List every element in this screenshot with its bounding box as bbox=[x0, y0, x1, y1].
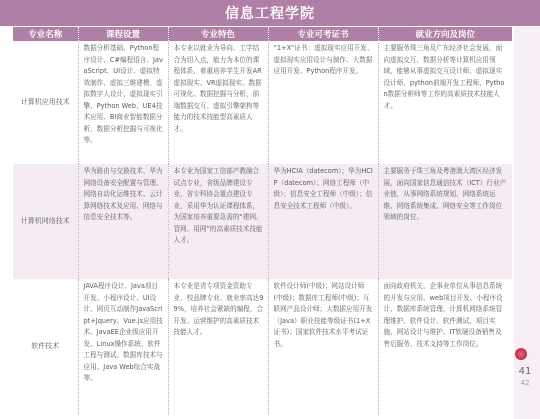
jobs-cell: 主要服务于珠三角及粤港澳大湾区经济发展，面向国家信息通信技术（ICT）行业产业链，从事网络系统规划、网络系统运维、网络系统集成、网络安全等工作岗位领域的岗位。 bbox=[378, 164, 512, 279]
table-header-row bbox=[13, 27, 512, 41]
major-table bbox=[13, 27, 512, 415]
table-row bbox=[13, 164, 512, 279]
features-cell: 本专业是省专项资金资助专业、校品牌专业、就业率高达99%，培养社会紧缺的编程、合开发、运营维护的高素质技术技能人才。 bbox=[168, 279, 268, 415]
jobs-cell: 主要服务珠三角及广东经济社会发展，面向虚拟交互、数据分析等计算机应用领域，能够从事虚拟交互设计师、虚拟现实设计师，python前端开发工程师、Python数据分析师等工作的高素质技术技能人才。 bbox=[378, 41, 512, 164]
features-cell: 本专业以就业为导向、工学结合为切入点，能力为本位的课程体系，着重培养学生开发AR虚拟现实、VR虚拟现实、数据可视化、数据挖掘与分析，前端数据交互、虚拟引擎架构等能力的技术技能型高素质人才。 bbox=[168, 41, 268, 164]
major-name-cell: 软件技术 bbox=[13, 279, 78, 415]
courses-cell: 华为路由与交换技术、华为网络设备安全配置与管理、网络自动化运维技术、云计算网络技术及应用、网络与信息安全技术等。 bbox=[78, 164, 168, 279]
certificates-cell: 华为HCIA（datecom）；华为HCIP（datecom）；网络工程师（中级）；信息安全工程师（中级）；信息安全技术工程师（中级）。 bbox=[268, 164, 378, 279]
page-title: 信息工程学院 bbox=[225, 6, 315, 22]
column-header-major-name: 专业名称 bbox=[13, 27, 78, 41]
table-row bbox=[13, 41, 512, 164]
table-row bbox=[13, 279, 512, 415]
red-flower-emblem-icon bbox=[515, 348, 527, 360]
courses-cell: JAVA程序设计、Java项目开发、小程序设计、UI设计、网页互动制作JavaScript+Jquery、Vue.js应用技术、JavaEE企业级应用开发、Linux操作系统、软件工程与测试、数据库技术与应用、Java Web综合实战等。 bbox=[78, 279, 168, 415]
certificates-cell: 软件设计师(中级)；网站设计师(中级)；数据库工程师(中级)；互联网产品设计师；大数据应用开发（Java）职业技能等级证书(1+X证书)；国家软件技术水平考试证书。 bbox=[268, 279, 378, 415]
column-header-features: 专业特色 bbox=[168, 27, 268, 41]
column-header-courses: 课程设置 bbox=[78, 27, 168, 41]
column-header-certificates: 专业可考证书 bbox=[268, 27, 378, 41]
page-number-secondary: 42 bbox=[520, 379, 530, 387]
jobs-cell: 面向政府机关、企事业单位从事信息系统的开发与应用、web项目开发、小程序设计、数据库系统管理、计算机网络系统管理维护、软件设计、软件测试、项目实施、网站设计与维护、IT软硬设备销售及售后服务、技术支持等工作岗位。 bbox=[378, 279, 512, 415]
major-name-cell: 计算机应用技术 bbox=[13, 41, 78, 164]
major-name-cell: 计算机网络技术 bbox=[13, 164, 78, 279]
column-header-jobs: 就业方向及岗位 bbox=[378, 27, 512, 41]
certificates-cell: “1+X”证书：虚拟现实应用开发、虚拟现实应用设计与制作、大数据应用开发、Python程序开发。 bbox=[268, 41, 378, 164]
features-cell: 本专业为国家工信部产教融合试点专业，省级品牌建设专业、省专科协会重点建设专业，采用华为认证课程体系，为国家培养重要急需的“建网、管网、用网”的高素质技术技能人才。 bbox=[168, 164, 268, 279]
page-number: 41 bbox=[518, 366, 532, 377]
page-side-bar bbox=[514, 27, 540, 419]
courses-cell: 数据分析基础、Python程序设计、C#编程语言、JavaScript、UI设计、虚拟特效制作、虚拟三维建模、虚拟数字人设计、虚拟现实引擎、Python Web、UE4技术应用、BI商业智能数据分析、数据分析挖掘与可视化等。 bbox=[78, 41, 168, 164]
